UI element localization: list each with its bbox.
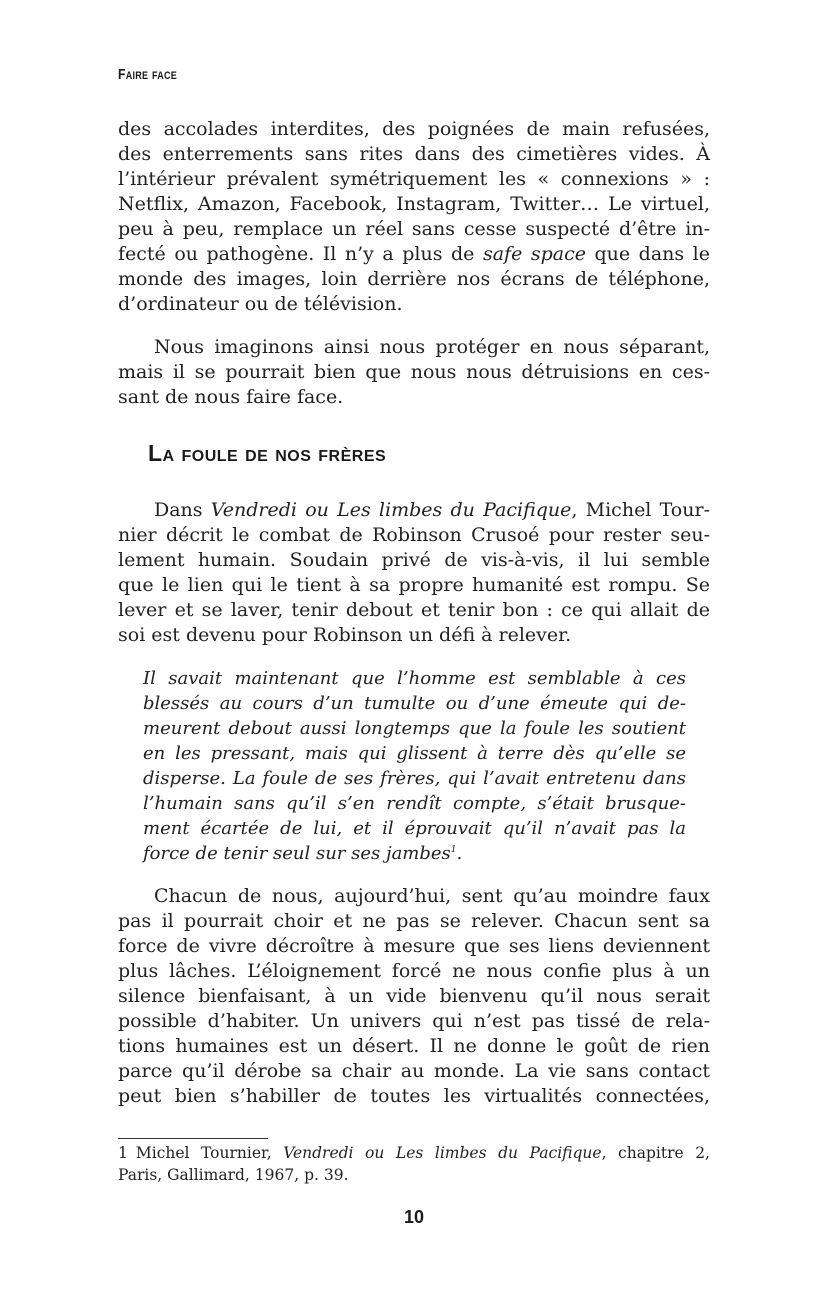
text-line: l’intérieur prévalent symétriquement les « connexions » :	[118, 168, 710, 190]
text-line: soi est devenu pour Robinson un défi à relever.	[118, 624, 572, 646]
paragraph-3	[118, 498, 710, 648]
running-head: Faire face	[118, 66, 178, 83]
text-line: plus lâches. L’éloignement forcé ne nous confie plus à un	[118, 960, 710, 982]
quote-line: en les pressant, mais qui glissent à terre dès qu’elle se	[143, 743, 686, 764]
text-line: Chacun de nous, aujourd’hui, sent qu’au moindre faux	[154, 885, 710, 907]
book-title: Vendredi ou Les limbes du Pacifique	[210, 499, 572, 521]
text-line: d’ordinateur ou de télévision.	[118, 293, 403, 315]
text-line: que le lien qui le tient à sa propre humanité est rompu. Se	[118, 574, 710, 596]
book-title: Vendredi ou Les limbes du Pacifique	[283, 1144, 602, 1162]
text-line: peu à peu, remplace un réel sans cesse suspecté d’être in-	[118, 218, 710, 240]
footnote-line: Paris, Gallimard, 1967, p. 39.	[118, 1166, 349, 1184]
text-fragment: , Michel Tour-	[571, 499, 710, 521]
text-line	[118, 242, 710, 267]
text-line: des enterrements sans rites dans des cimetières vides. À	[118, 143, 710, 165]
quote-line: disperse. La foule de ses frères, qui l’avait entretenu dans	[143, 768, 686, 789]
text-line: force de vivre décroître à mesure que ses liens deviennent	[118, 935, 710, 957]
quote-line	[143, 841, 686, 866]
footnote-number: 1	[118, 1144, 128, 1162]
paragraph-2	[118, 335, 710, 410]
footnote	[118, 1142, 710, 1186]
footnote-divider	[118, 1138, 268, 1139]
footnote-line	[118, 1142, 710, 1164]
text-line: nier décrit le combat de Robinson Crusoé pour rester seu-	[118, 524, 710, 546]
paragraph-4	[118, 884, 710, 1109]
text-fragment: , chapitre 2,	[601, 1144, 710, 1162]
text-line: lement humain. Soudain privé de vis-à-vis, il lui semble	[118, 549, 710, 571]
text-fragment: Dans	[154, 499, 211, 521]
text-line: tions humaines est un désert. Il ne donne le goût de rien	[118, 1035, 710, 1057]
text-fragment: que dans le	[585, 243, 711, 265]
text-fragment: Michel Tournier,	[135, 1144, 284, 1162]
quote-line: meurent debout aussi longtemps que la foule les soutient	[143, 718, 686, 739]
quote-line: blessés au cours d’un tumulte ou d’une émeute qui de-	[143, 693, 686, 714]
quote-line: l’humain sans qu’il s’en rendît compte, s’était brusque-	[143, 793, 686, 814]
text-line: lever et se laver, tenir debout et tenir bon : ce qui allait de	[118, 599, 710, 621]
text-line: silence bienfaisant, à un vide bienvenu qu’il nous serait	[118, 985, 710, 1007]
text-line: parce qu’il dérobe sa chair au monde. La vie sans contact	[118, 1060, 710, 1082]
text-line: peut bien s’habiller de toutes les virtualités connectées,	[118, 1085, 710, 1107]
paragraph-1	[118, 117, 710, 317]
text-line: pas il pourrait choir et ne pas se relever. Chacun sent sa	[118, 910, 710, 932]
text-line	[118, 498, 710, 523]
text-line: sant de nous faire face.	[118, 386, 344, 408]
text-fragment: force de tenir seul sur ses jambes	[143, 843, 451, 864]
quote-line: Il savait maintenant que l’homme est semblable à ces	[143, 668, 686, 689]
text-line: mais il se pourrait bien que nous nous détruisions en ces-	[118, 361, 710, 383]
block-quote	[143, 666, 686, 866]
text-line: monde des images, loin derrière nos écrans de téléphone,	[118, 268, 710, 290]
quote-line: ment écartée de lui, et il éprouvait qu’il n’avait pas la	[143, 818, 686, 839]
text-line: possible d’habiter. Un univers qui n’est pas tissé de rela-	[118, 1010, 710, 1032]
text-fragment: fecté ou pathogène. Il n’y a plus de	[118, 243, 483, 265]
emphasis: safe space	[482, 243, 586, 265]
section-heading: La foule de nos frères	[148, 440, 387, 466]
text-line: des accolades interdites, des poignées de main refusées,	[118, 118, 710, 140]
text-line: Nous imaginons ainsi nous protéger en nous séparant,	[154, 336, 710, 358]
footnote-reference[interactable]: 1	[450, 845, 457, 855]
text-fragment: .	[456, 843, 463, 864]
text-line: Netflix, Amazon, Facebook, Instagram, Twitter… Le virtuel,	[118, 193, 710, 215]
page-number: 10	[403, 1207, 425, 1227]
